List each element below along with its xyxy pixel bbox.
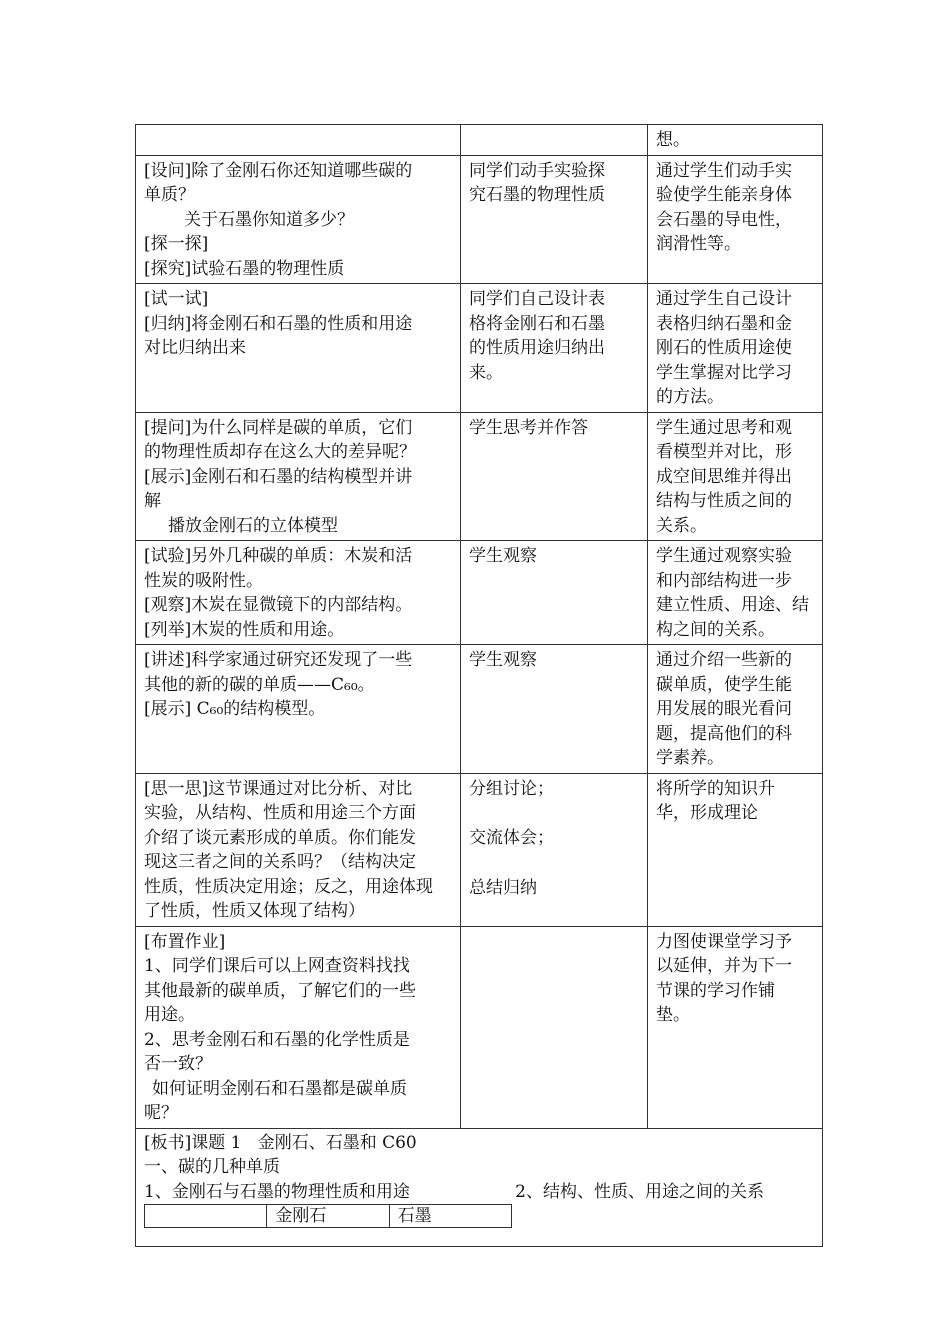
cell-text: 性质，性质决定用途；反之，用途体现: [144, 876, 433, 897]
board-subheadings: [144, 1180, 764, 1205]
table-row: [136, 645, 823, 774]
cell-text: 华，形成理论: [656, 803, 758, 823]
cell-text: 呢？: [144, 1103, 178, 1123]
cell-text: 关于石墨你知道多少？: [184, 209, 354, 230]
cell-text: 单质？: [144, 185, 195, 205]
design-intent-cell: [648, 125, 823, 156]
comparison-cell: [145, 1205, 267, 1228]
cell-text: [试一试]: [144, 289, 209, 309]
cell-text: 实验，从结构、性质和用途三个方面: [144, 803, 416, 823]
teacher-activity-cell: [136, 773, 461, 926]
teacher-activity-cell: [136, 926, 461, 1128]
design-intent-cell: [648, 155, 823, 284]
cell-text: 学生通过思考和观: [656, 417, 792, 438]
cell-text: 表格归纳石墨和金: [656, 313, 792, 334]
spacer: [469, 851, 641, 876]
table-row: [145, 1205, 512, 1228]
cell-text: 交流体会；: [469, 828, 554, 848]
cell-text: [展示] C₆₀的结构模型。: [144, 699, 326, 719]
cell-text: 用发展的眼光看问: [656, 699, 792, 719]
blackboard-row: [136, 1128, 823, 1246]
cell-text: [观察]木炭在显微镜下的内部结构。: [144, 595, 413, 615]
cell-text: 力图使课堂学习予: [656, 931, 792, 952]
table-row: [136, 412, 823, 541]
table-row: [136, 284, 823, 413]
cell-text: 学生观察: [469, 650, 537, 670]
cell-text: 想。: [656, 130, 690, 150]
cell-text: 碳单质，使学生能: [656, 674, 792, 695]
teacher-activity-cell: [136, 125, 461, 156]
cell-text: 对比归纳出来: [144, 338, 246, 358]
cell-text: [试验]另外几种碳的单质：木炭和活: [144, 546, 413, 566]
teacher-activity-cell: [136, 541, 461, 645]
cell-text: 究石墨的物理性质: [469, 185, 605, 205]
cell-text: 格将金刚石和石墨: [469, 313, 605, 334]
design-intent-cell: [648, 645, 823, 774]
table-row: [136, 125, 823, 156]
cell-text: 看模型并对比，形: [656, 442, 792, 462]
cell-text: 的物理性质却存在这么大的差异呢？: [144, 442, 416, 462]
cell-text: 播放金刚石的立体模型: [168, 515, 338, 536]
cell-text: 的性质用途归纳出: [469, 338, 605, 358]
cell-text: 了性质，性质又体现了结构）: [144, 901, 365, 921]
cell-text: 同学们自己设计表: [469, 289, 605, 309]
comparison-cell: 石墨: [389, 1205, 511, 1228]
board-title: [板书]课题 1 金刚石、石墨和 C60: [144, 1132, 417, 1153]
cell-text: 学生观察: [469, 546, 537, 566]
teacher-activity-cell: [136, 412, 461, 541]
cell-text: 2、思考金刚石和石墨的化学性质是: [144, 1029, 410, 1050]
cell-text: 关系。: [656, 515, 707, 536]
student-activity-cell: [461, 284, 648, 413]
table-row: [136, 926, 823, 1128]
design-intent-cell: [648, 412, 823, 541]
board-heading: 一、碳的几种单质: [144, 1157, 280, 1177]
cell-text: 同学们动手实验探: [469, 160, 605, 181]
student-activity-cell: [461, 645, 648, 774]
cell-text: 其他最新的碳单质，了解它们的一些: [144, 980, 416, 1001]
design-intent-cell: [648, 773, 823, 926]
student-activity-cell: [461, 926, 648, 1128]
cell-text: [探一探]: [144, 234, 209, 254]
table-row: [136, 773, 823, 926]
cell-text: 结构与性质之间的: [656, 491, 792, 511]
cell-text: 通过介绍一些新的: [656, 650, 792, 670]
cell-text: 总结归纳: [469, 877, 537, 898]
student-activity-cell: [461, 412, 648, 541]
comparison-cell: 金刚石: [267, 1205, 389, 1228]
cell-text: [提问]为什么同样是碳的单质，它们: [144, 417, 413, 438]
cell-text: 会石墨的导电性，: [656, 209, 792, 230]
table-row: [136, 541, 823, 645]
board-subheading-2: 2、结构、性质、用途之间的关系: [515, 1181, 764, 1202]
teacher-activity-cell: [136, 155, 461, 284]
cell-text: 分组讨论；: [469, 778, 554, 799]
cell-text: 通过学生自己设计: [656, 289, 792, 309]
cell-text: 通过学生们动手实: [656, 160, 792, 181]
design-intent-cell: [648, 284, 823, 413]
cell-text: 垫。: [656, 1005, 690, 1025]
cell-text: 如何证明金刚石和石墨都是碳单质: [152, 1078, 407, 1099]
cell-text: 学素养。: [656, 748, 724, 768]
cell-text: 题，提高他们的科: [656, 723, 792, 744]
cell-text: [讲述]科学家通过研究还发现了一些: [144, 650, 413, 670]
cell-text: 刚石的性质用途使: [656, 338, 792, 358]
teacher-activity-cell: [136, 284, 461, 413]
cell-text: 润滑性等。: [656, 234, 741, 254]
cell-text: 成空间思维并得出: [656, 466, 792, 487]
teacher-activity-cell: [136, 645, 461, 774]
cell-text: 来。: [469, 362, 503, 383]
lesson-plan-table: [135, 124, 823, 1247]
cell-text: 学生通过观察实验: [656, 546, 792, 566]
cell-text: 介绍了谈元素形成的单质。你们能发: [144, 827, 416, 848]
cell-text: 性炭的吸附性。: [144, 570, 263, 591]
student-activity-cell: [461, 541, 648, 645]
spacer: [469, 801, 641, 826]
cell-text: 用途。: [144, 1005, 195, 1025]
cell-text: 其他的新的碳的单质——C₆₀。: [144, 674, 375, 695]
cell-text: [列举]木炭的性质和用途。: [144, 619, 345, 640]
cell-text: 解: [144, 491, 161, 511]
cell-text: 学生掌握对比学习: [656, 362, 792, 383]
cell-text: 现这三者之间的关系吗？（结构决定: [144, 852, 416, 872]
student-activity-cell: [461, 773, 648, 926]
cell-text: 学生思考并作答: [469, 417, 588, 438]
cell-text: 1、同学们课后可以上网查资料找找: [144, 956, 410, 976]
cell-text: [设问]除了金刚石你还知道哪些碳的: [144, 160, 413, 181]
cell-text: [展示]金刚石和石墨的结构模型并讲: [144, 466, 413, 487]
student-activity-cell: [461, 155, 648, 284]
cell-text: 构之间的关系。: [656, 619, 775, 640]
cell-text: 建立性质、用途、结: [656, 595, 809, 615]
cell-text: [归纳]将金刚石和石墨的性质和用途: [144, 313, 413, 334]
cell-text: 的方法。: [656, 387, 724, 407]
cell-text: 验使学生能亲身体: [656, 185, 792, 205]
design-intent-cell: [648, 541, 823, 645]
table-row: [136, 155, 823, 284]
cell-text: 将所学的知识升: [656, 778, 775, 799]
cell-text: [思一思]这节课通过对比分析、对比: [144, 778, 413, 799]
cell-text: 以延伸，并为下一: [656, 956, 792, 976]
comparison-table: [144, 1204, 512, 1228]
board-subheading-1: 1、金刚石与石墨的物理性质和用途: [144, 1181, 410, 1202]
cell-text: [布置作业]: [144, 931, 226, 952]
blackboard-cell: [136, 1128, 823, 1246]
cell-text: 节课的学习作铺: [656, 980, 775, 1001]
cell-text: 和内部结构进一步: [656, 570, 792, 591]
student-activity-cell: [461, 125, 648, 156]
cell-text: [探究]试验石墨的物理性质: [144, 258, 345, 279]
design-intent-cell: [648, 926, 823, 1128]
cell-text: 否一致？: [144, 1054, 212, 1074]
